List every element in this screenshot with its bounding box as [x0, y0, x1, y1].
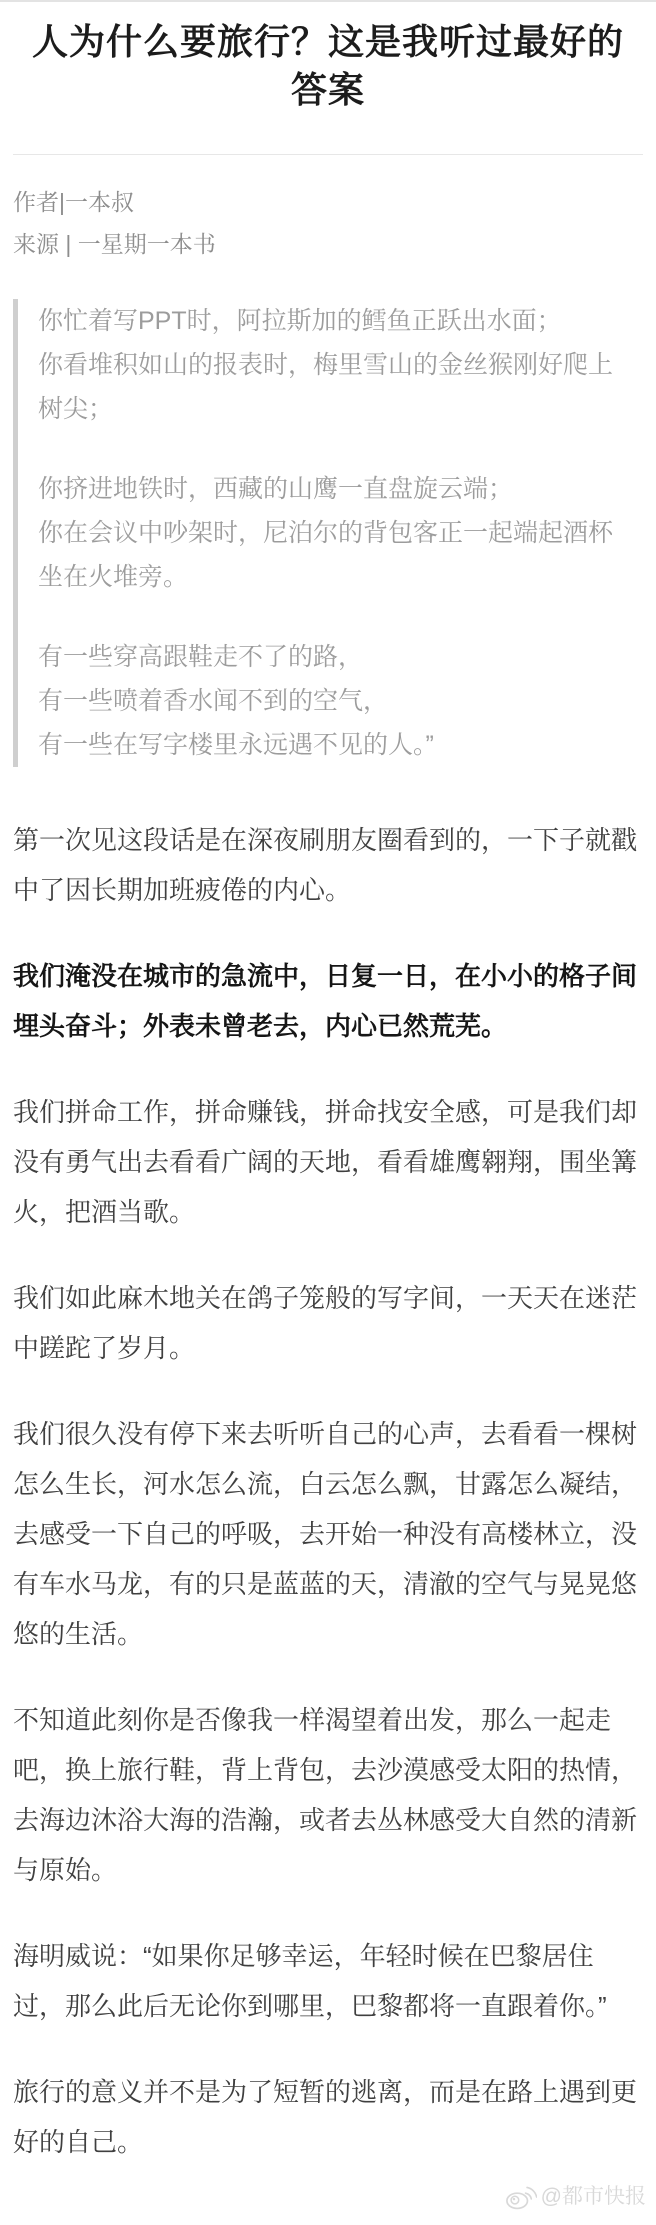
byline-source: 来源 | 一星期一本书	[13, 231, 216, 257]
weibo-icon	[505, 2184, 537, 2210]
quote-line: 有一些穿高跟鞋走不了的路，	[38, 643, 364, 671]
quote-stanza	[38, 635, 629, 767]
watermark	[505, 2182, 646, 2212]
paragraph: 我们如此麻木地关在鸽子笼般的写字间，一天天在迷茫中蹉跎了岁月。	[13, 1283, 638, 1363]
paragraph: 旅行的意义并不是为了短暂的逃离，而是在路上遇到更好的自己。	[13, 2077, 638, 2157]
byline-author: 作者|一本叔	[13, 189, 134, 215]
quote-line: 有一些喷着香水闻不到的空气，	[38, 687, 389, 715]
paragraph-bold: 我们淹没在城市的急流中，日复一日，在小小的格子间埋头奋斗；外表未曾老去，内心已然荒芜。	[13, 961, 638, 1041]
quote-line: 你看堆积如山的报表时，梅里雪山的金丝猴刚好爬上树尖；	[38, 351, 614, 423]
quote-stanza	[38, 299, 629, 431]
watermark-handle: @都市快报	[540, 2185, 646, 2208]
quote-line: 你在会议中吵架时，尼泊尔的背包客正一起端起酒杯坐在火堆旁。	[38, 519, 614, 591]
paragraph: 海明威说：“如果你足够幸运，年轻时候在巴黎居住过，那么此后无论你到哪里，巴黎都将一直跟着你。”	[13, 1941, 607, 2021]
quote-line: 你挤进地铁时，西藏的山鹰一直盘旋云端；	[38, 475, 514, 503]
quote-line: 你忙着写PPT时，阿拉斯加的鳕鱼正跃出水面；	[38, 307, 562, 335]
byline	[13, 181, 643, 265]
paragraph: 第一次见这段话是在深夜刷朋友圈看到的，一下子就戳中了因长期加班疲倦的内心。	[13, 825, 638, 905]
paragraph: 我们拼命工作，拼命赚钱，拼命找安全感，可是我们却没有勇气出去看看广阔的天地，看看雄鹰翱翔，围坐篝火，把酒当歌。	[13, 1097, 638, 1227]
paragraph: 我们很久没有停下来去听听自己的心声，去看看一棵树怎么生长，河水怎么流，白云怎么飘，甘露怎么凝结，去感受一下自己的呼吸，去开始一种没有高楼林立，没有车水马龙，有的只是蓝蓝的天，清澈的空气与晃晃悠悠的生活。	[13, 1419, 638, 1649]
quote-block	[13, 299, 643, 767]
quote-stanza	[38, 467, 629, 599]
paragraph: 不知道此刻你是否像我一样渴望着出发，那么一起走吧，换上旅行鞋，背上背包，去沙漠感受太阳的热情，去海边沐浴大海的浩瀚，或者去丛林感受大自然的清新与原始。	[13, 1705, 638, 1885]
article-body	[13, 815, 643, 2167]
article-title: 人为什么要旅行？这是我听过最好的答案	[31, 21, 624, 110]
quote-line: 有一些在写字楼里永远遇不见的人。”	[38, 731, 434, 759]
article-page	[0, 2, 656, 2167]
title-divider	[13, 154, 643, 155]
